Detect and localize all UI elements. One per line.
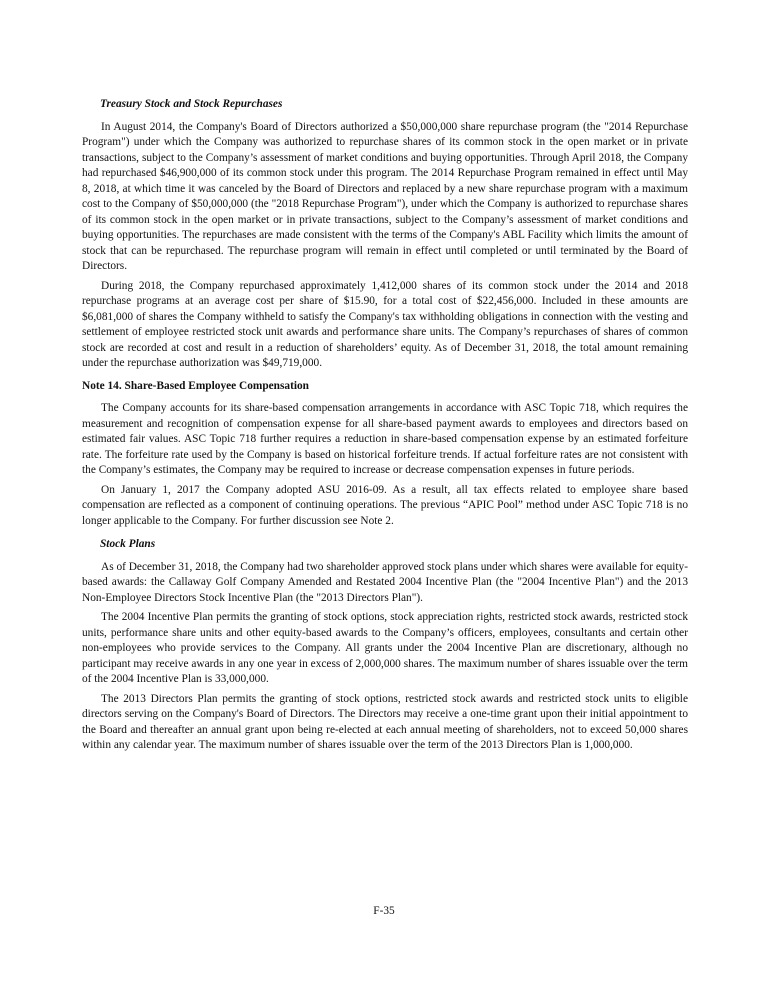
page-content (82, 97, 688, 754)
treasury-paragraph-2: During 2018, the Company repurchased approximately 1,412,000 shares of its common stock under the 2014 and 2018 repurchase programs at an average cost per share of $15.90, for a total cost of $22,456,000. Included in these amounts are $6,081,000 of shares the Company withheld to satisfy the Company's tax withholding obligations in connection with the vesting and settlement of employee restricted stock unit awards and performance share units. The Company’s repurchases of shares of common stock are recorded at cost and result in a reduction of shareholders’ equity. As of December 31, 2018, the total amount remaining under the repurchase authorization was $49,719,000. (82, 279, 688, 369)
stock-plans-paragraph-1: As of December 31, 2018, the Company had two shareholder approved stock plans under which shares were available for equity-based awards: the Callaway Golf Company Amended and Restated 2004 Incentive Plan (the "2004 Incentive Plan") and the 2013 Non-Employee Directors Stock Incentive Plan (the "2013 Directors Plan"). (82, 560, 688, 604)
stock-plans-paragraph-2: The 2004 Incentive Plan permits the granting of stock options, stock appreciation rights, restricted stock awards, restricted stock units, performance share units and other equity-based awards to the Company’s officers, employees, consultants and certain other non-employees who provide services to the Company. All grants under the 2004 Incentive Plan are discretionary, although no participant may receive awards in any one year in excess of 2,000,000 shares. The maximum number of shares issuable over the term of the 2004 Incentive Plan is 33,000,000. (82, 611, 688, 685)
note-14-heading: Note 14. Share-Based Employee Compensation (82, 379, 309, 392)
stock-plans-paragraph-3: The 2013 Directors Plan permits the granting of stock options, restricted stock awards and restricted stock units to eligible directors serving on the Company's Board of Directors. The Directors may receive a one-time grant upon their initial appointment to the Board and thereafter an annual grant upon being re-elected at each annual meeting of shareholders, not to exceed 50,000 shares within any calendar year. The maximum number of shares issuable over the term of the 2013 Directors Plan is 1,000,000. (82, 692, 688, 751)
page-number: F-35 (373, 905, 395, 917)
note-14-paragraph-2: On January 1, 2017 the Company adopted ASU 2016-09. As a result, all tax effects related to employee share based compensation are reflected as a component of continuing operations. The previous “APIC Pool” method under ASC Topic 718 is no longer applicable to the Company. For further discussion see Note 2. (82, 483, 688, 527)
stock-plans-heading: Stock Plans (100, 538, 156, 550)
treasury-paragraph-1: In August 2014, the Company's Board of Directors authorized a $50,000,000 share repurchase program (the "2014 Repurchase Program") under which the Company was authorized to repurchase shares of its common stock in the open market or in private transactions, subject to the Company’s assessment of market conditions and buying opportunities. Through April 2018, the Company had repurchased $46,900,000 of its common stock under this program. The 2014 Repurchase Program remained in effect until May 8, 2018, at which time it was canceled by the Board of Directors and replaced by a new share repurchase program with a maximum cost to the Company of $50,000,000 (the "2018 Repurchase Program"), under which the Company is authorized to repurchase shares of its common stock in the open market or in private transactions, subject to the Company’s assessment of market conditions and buying opportunities. The repurchases are made consistent with the terms of the Company's ABL Facility which limits the amount of stock that can be repurchased. The repurchase program will remain in effect until completed or until terminated by the Board of Directors. (82, 120, 688, 272)
treasury-stock-heading: Treasury Stock and Stock Repurchases (100, 98, 283, 110)
note-14-paragraph-1: The Company accounts for its share-based compensation arrangements in accordance with ASC Topic 718, which requires the measurement and recognition of compensation expense for all share-based payment awards to employees and directors based on estimated fair values. ASC Topic 718 further requires a reduction in share-based compensation expense by an estimated forfeiture rate. The forfeiture rate used by the Company is based on historical forfeiture trends. If actual forfeiture rates are not consistent with the Company’s estimates, the Company may be required to increase or decrease compensation expenses in future periods. (82, 402, 688, 476)
